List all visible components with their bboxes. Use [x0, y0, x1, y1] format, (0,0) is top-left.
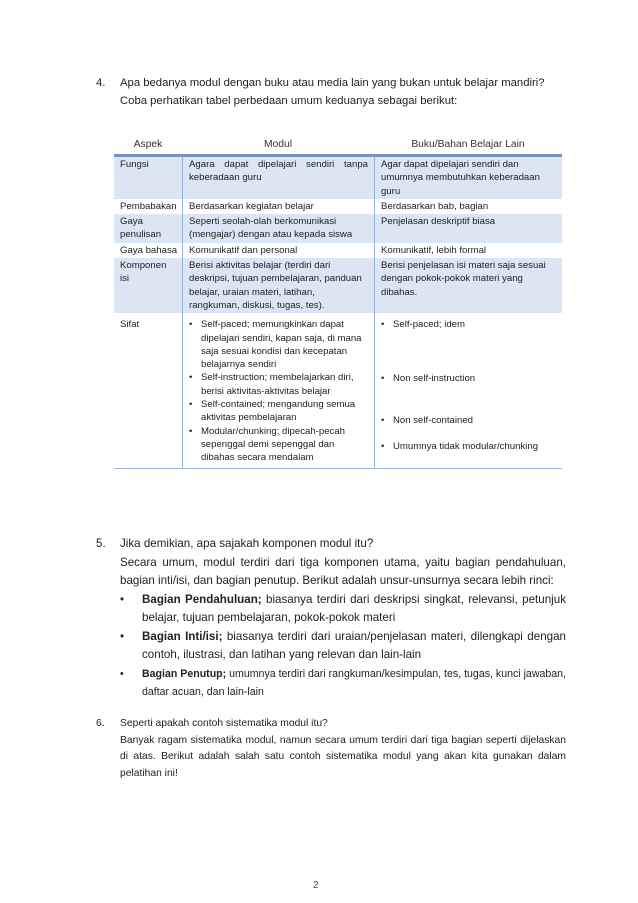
cell-buku: Berdasarkan bab, bagian [374, 199, 562, 214]
component-text: biasanya terdiri dari uraian/penjelasan materi, dilengkapi dengan contoh, ilustrasi, dan latihan yang relevan dan lain-lain [142, 629, 566, 661]
cell-aspek: Komponen isi [120, 260, 167, 285]
cell-aspek: Sifat [120, 319, 140, 331]
bullet: • [381, 319, 385, 331]
header-buku: Buku/Bahan Belajar Lain [411, 139, 525, 151]
list-item [120, 591, 566, 628]
list-item-text: Modular/chunking; dipecah-pecah sepenggal demi sepenggal dan dibahas secara mendalam [201, 425, 345, 464]
table-row [114, 243, 562, 258]
header-modul: Modul [263, 139, 293, 151]
list-item [381, 414, 556, 427]
cell-buku-sifat [374, 313, 562, 467]
item-4 [96, 75, 566, 110]
component-text: biasanya terdiri dari deskripsi singkat, relevansi, petunjuk belajar, tujuan pembelajaran, pokok-pokok materi [142, 592, 566, 624]
header-aspek: Aspek [133, 139, 163, 151]
page-number: 2 [313, 880, 319, 891]
bullet: • [381, 372, 385, 384]
list-item [120, 628, 566, 665]
table-row-sifat [114, 313, 562, 468]
item-6 [96, 716, 566, 782]
bullet: • [189, 399, 193, 411]
list-item-text: Self-paced; idem [393, 319, 465, 331]
cell-buku: Komunikatif, lebih formal [374, 243, 562, 258]
table-row [114, 199, 562, 214]
bullet: • [189, 372, 193, 384]
component-label: Bagian Penutup; [142, 667, 227, 680]
item-5 [96, 535, 566, 702]
cell-aspek: Gaya bahasa [120, 244, 178, 256]
item-4-number: 4. [96, 77, 106, 89]
list-item [381, 440, 556, 453]
cell-aspek: Pembabakan [120, 200, 177, 212]
bullet: • [120, 629, 125, 643]
list-item [189, 425, 368, 465]
table-row [114, 157, 562, 199]
list-item-text: Non self-instruction [393, 372, 476, 384]
comparison-table [114, 136, 562, 469]
bullet: • [120, 667, 124, 680]
table-header [114, 136, 562, 157]
component-text: umumnya terdiri dari rangkuman/kesimpulan, tes, tugas, kunci jawaban, daftar acuan, dan lain-lain [142, 667, 566, 698]
list-item-text: Self-instruction; membelajarkan diri, berisi aktivitas-aktivitas belajar [201, 372, 354, 397]
component-list [120, 591, 566, 702]
list-item [381, 372, 556, 385]
table-row [114, 214, 562, 243]
table-row [114, 258, 562, 313]
cell-buku: Penjelasan deskriptif biasa [374, 214, 562, 243]
item-4-intro: Coba perhatikan tabel perbedaan umum keduanya sebagai berikut: [120, 94, 458, 107]
cell-modul: Seperti seolah-olah berkomunikasi (mengajar) dengan atau kepada siswa [182, 214, 374, 243]
cell-modul-sifat [182, 313, 374, 467]
item-4-question: Apa bedanya modul dengan buku atau media lain yang bukan untuk belajar mandiri? [120, 77, 545, 89]
component-label: Bagian Inti/isi; [142, 629, 223, 643]
list-item-text: Self-contained; mengandung semua aktivitas pembelajaran [201, 399, 356, 424]
list-item [381, 318, 556, 331]
bullet: • [381, 414, 385, 426]
component-label: Bagian Pendahuluan; [142, 592, 262, 606]
list-item-text: Self-paced; memungkinkan dapat dipelajari sendiri, kapan saja, di mana saja sesuai kondisi dan kecepatan belajarnya sendiri [201, 319, 362, 371]
bullet: • [381, 441, 385, 453]
cell-buku: Agar dapat dipelajari sendiri dan umumnya membutuhkan keberadaan guru [374, 157, 562, 199]
item-5-question: Jika demikian, apa sajakah komponen modul itu? [120, 537, 374, 550]
item-5-paragraph: Secara umum, modul terdiri dari tiga komponen utama, yaitu bagian pendahuluan, bagian inti/isi, dan bagian penutup. Berikut adalah unsur-unsurnya secara lebih rinci: [120, 555, 566, 587]
bullet: • [120, 592, 125, 606]
cell-aspek: Fungsi [120, 159, 149, 170]
list-item [189, 371, 368, 398]
cell-aspek: Gaya penulisan [120, 216, 162, 241]
cell-modul: Berdasarkan kegiatan belajar [182, 199, 374, 214]
list-item [189, 398, 368, 425]
cell-modul: Agara dapat dipelajari sendiri tanpa keberadaan guru [182, 157, 374, 199]
item-6-number: 6. [96, 718, 105, 729]
list-item [189, 318, 368, 371]
item-6-paragraph: Banyak ragam sistematika modul, namun secara umum terdiri dari tiga bagian seperti dijelaskan di atas. Berikut adalah salah satu contoh sistematika modul yang akan kita gunakan dalam pelatihan ini! [120, 734, 566, 779]
cell-modul: Berisi aktivitas belajar (terdiri dari deskripsi, tujuan pembelajaran, panduan belajar, uraian materi, latihan, rangkuman, diskusi, tugas, tes). [182, 258, 374, 313]
item-6-question: Seperti apakah contoh sistematika modul itu? [120, 718, 328, 729]
list-item [120, 665, 566, 702]
list-item-text: Umumnya tidak modular/chunking [393, 441, 539, 453]
bullet: • [189, 425, 193, 437]
bullet: • [189, 319, 193, 331]
list-item-text: Non self-contained [393, 414, 473, 426]
cell-buku: Berisi penjelasan isi materi saja sesuai dengan pokok-pokok materi yang dibahas. [374, 258, 562, 313]
cell-modul: Komunikatif dan personal [182, 243, 374, 258]
item-5-number: 5. [96, 537, 106, 550]
